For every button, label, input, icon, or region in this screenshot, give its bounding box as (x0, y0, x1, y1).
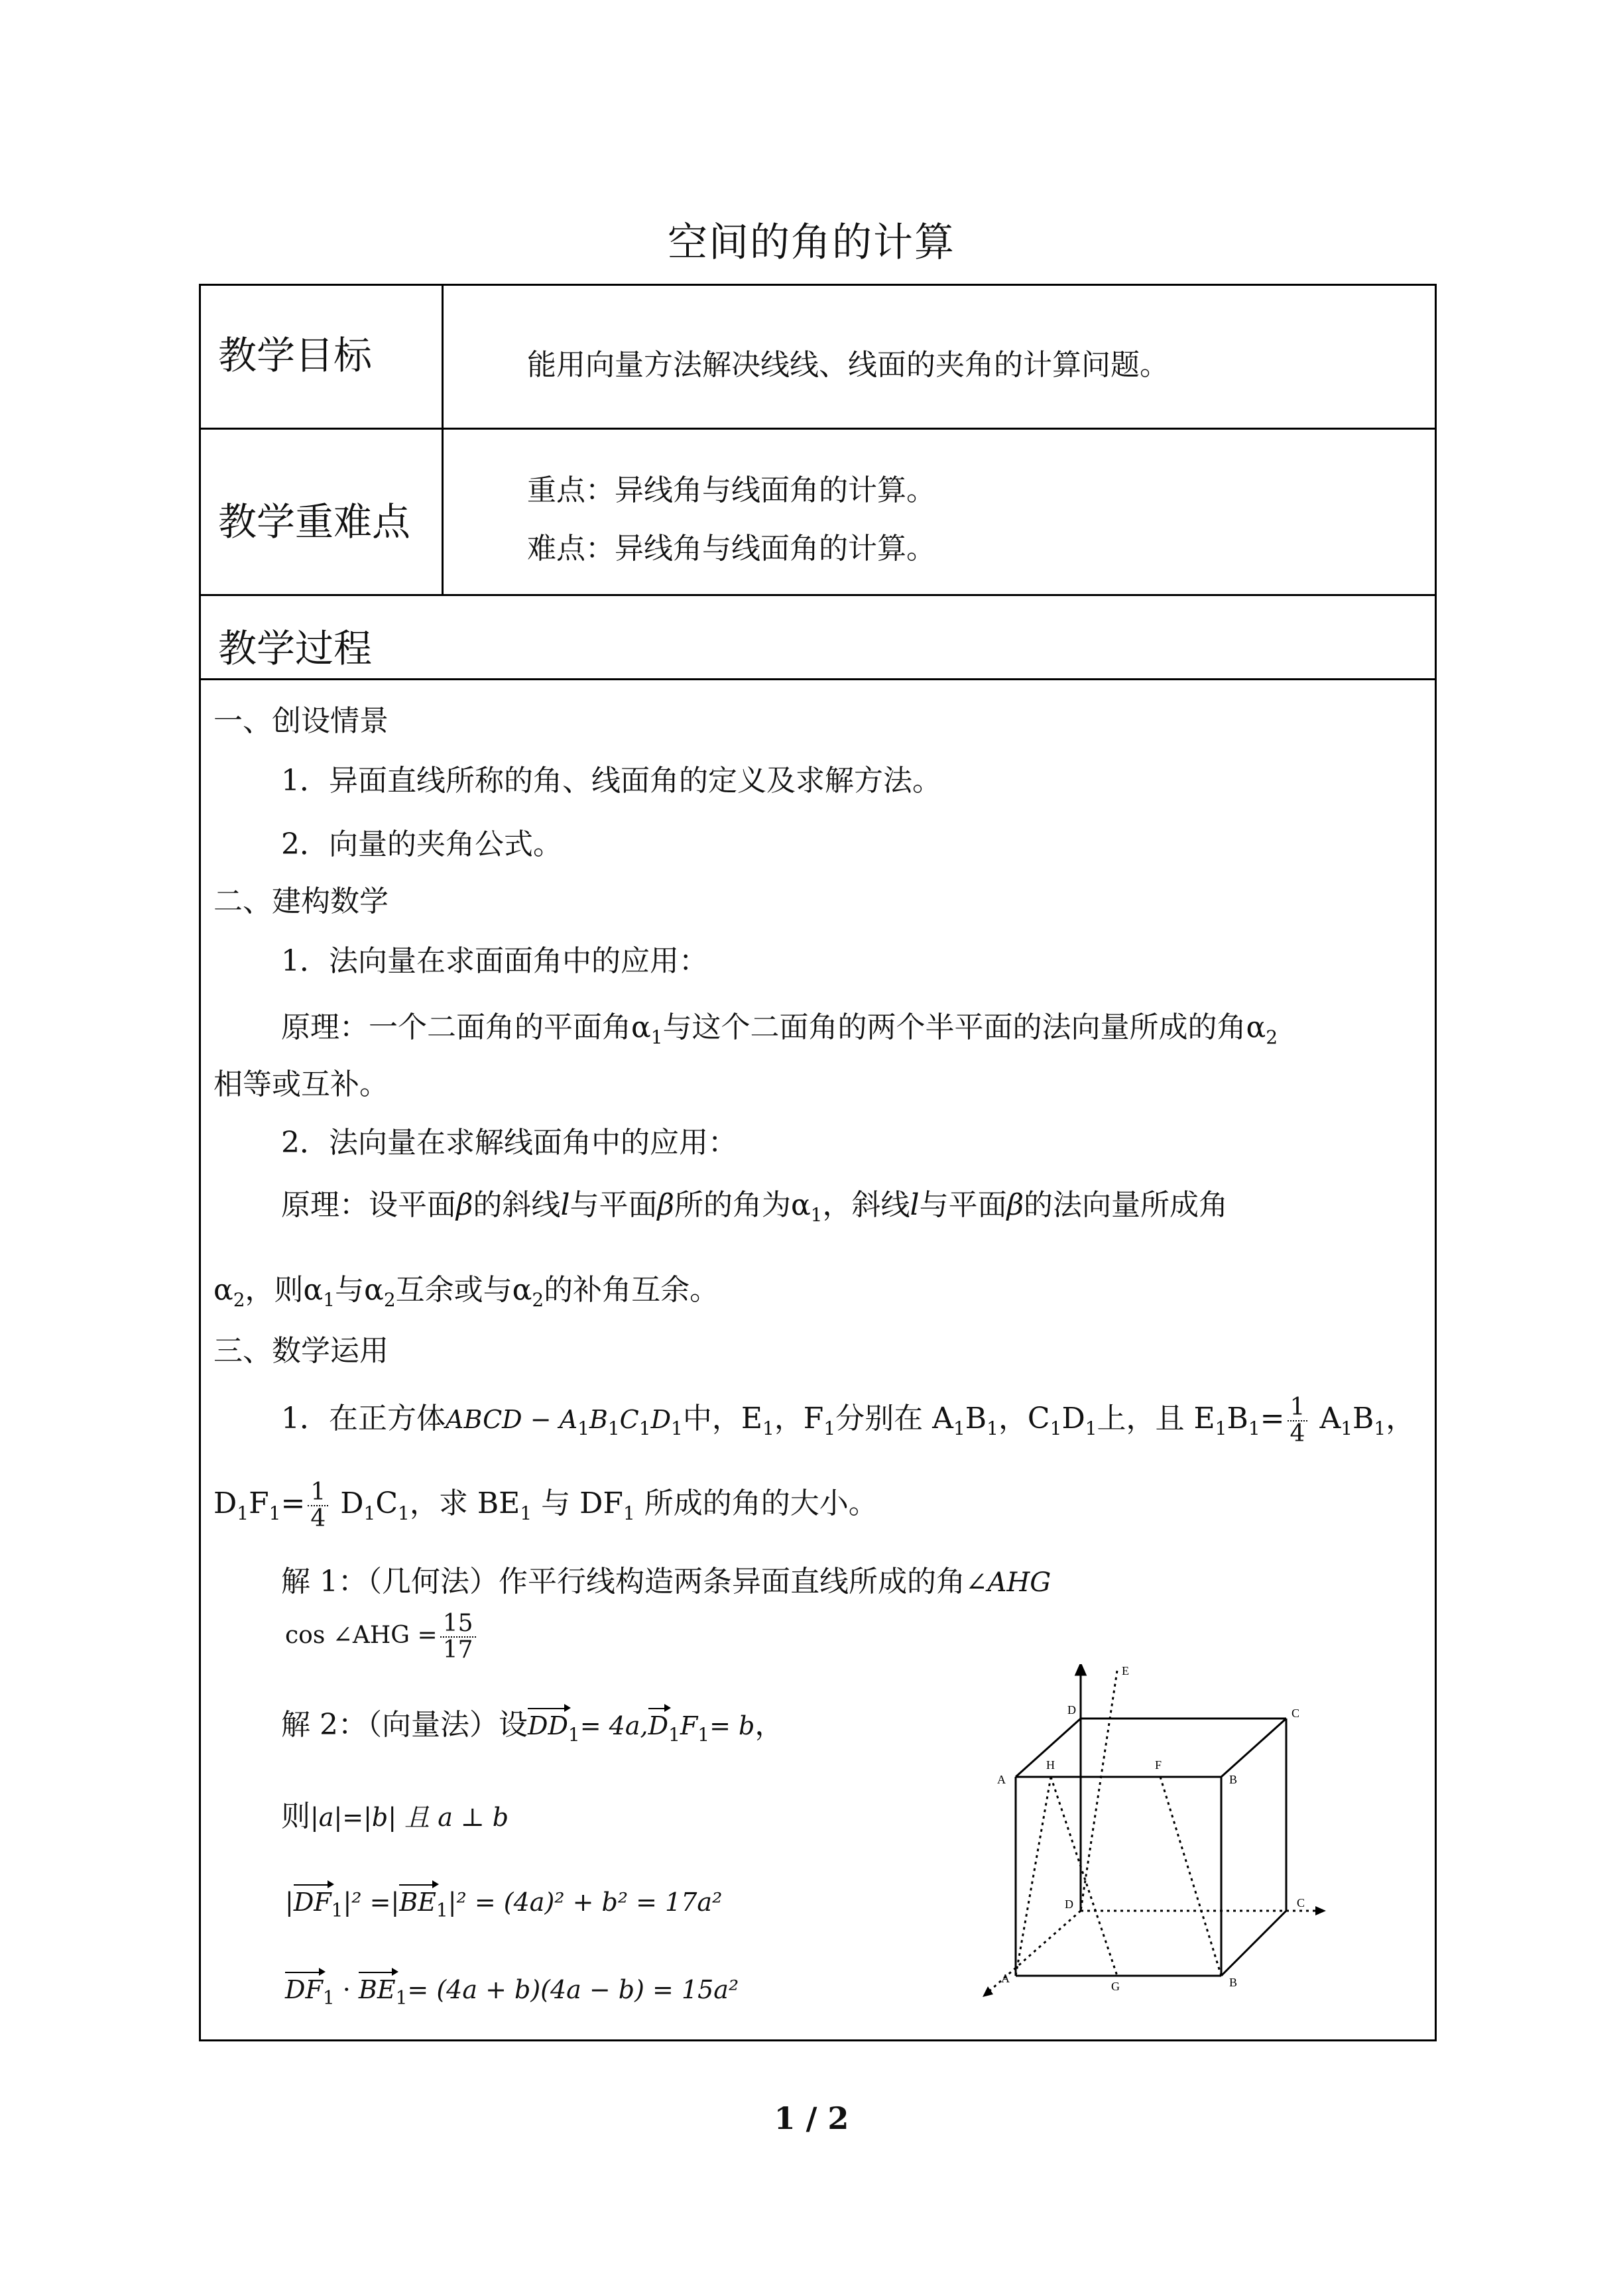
segment-be1 (1160, 1777, 1221, 1976)
process-label: 教学过程 (200, 595, 1436, 680)
difficult-point-text: 难点：异线角与线面角的计算。 (527, 532, 935, 566)
principle-1-line-2: 相等或互补。 (213, 1067, 389, 1101)
label-d1: D (1067, 1703, 1076, 1717)
label-g: G (1111, 1980, 1120, 1993)
keypoints-label: 教学重难点 (200, 429, 443, 595)
label-f: F (1155, 1758, 1162, 1772)
edge-top-right (1221, 1719, 1286, 1777)
example-line-1: 1．在正方体ABCD − $A_1B_1C_1D_1$中，$E_1$，$F_1$分别在 $A_1B_1$，$C_1D_1$上，且 $E_1B_1=$ $\frac{1}{4}$ $A_1B_1$， (281, 1393, 1415, 1447)
example-line-2: $D_1F_1=$ $\frac{1}{4}$ $D_1C_1$，求 $BE_1$ 与 $DF_1$ 所成的角的大小。 (213, 1478, 878, 1532)
page-title: 空间的角的计算 (668, 219, 955, 266)
segment-hg (1051, 1777, 1117, 1976)
item-1-2: 2．向量的夹角公式。 (281, 827, 562, 861)
page-number: 1 / 2 (774, 2100, 849, 2136)
section-2-heading: 二、建构数学 (213, 884, 389, 918)
label-b: B (1229, 1976, 1238, 1989)
keypoints-cell (443, 429, 1436, 595)
equation-dot: $DF_1 \cdot BE_1= (4a + b)(4a - b) = 15a^2$ (285, 1975, 739, 2009)
label-c1: C (1292, 1707, 1300, 1720)
label-e: E (1122, 1664, 1129, 1677)
label-a1: A (997, 1773, 1006, 1786)
segment-df1 (1081, 1671, 1117, 1911)
solution-1: 解 1：（几何法）作平行线构造两条异面直线所成的角∠AHG (281, 1565, 1052, 1599)
segment-ha (1016, 1777, 1051, 1976)
section-1-heading: 一、创设情景 (213, 704, 389, 738)
label-c: C (1297, 1896, 1305, 1909)
solution-2-condition: 则|a|=|b| 且 a ⊥ b (281, 1799, 509, 1833)
label-b1: B (1229, 1773, 1238, 1786)
goal-cell (443, 285, 1436, 429)
label-a: A (1001, 1972, 1010, 1985)
item-2-2: 2．法向量在求解线面角中的应用： (281, 1126, 737, 1160)
principle-2-line-1: 原理：设平面β的斜线l与平面β所的角为$\alpha_1$，斜线l与平面β的法向量所成角 (281, 1188, 1229, 1226)
fraction-15-17: $\frac{15}{17}$ (440, 1611, 476, 1663)
cube-figure (975, 1664, 1346, 2009)
principle-2-line-2: $\alpha_2$，则$\alpha_1$与$\alpha_2$互余或与$\alpha_2$的补角互余。 (213, 1273, 719, 1311)
y-axis-arrow (1315, 1906, 1326, 1915)
goal-text: 能用向量方法解决线线、线面的夹角的计算问题。 (527, 348, 1169, 382)
fraction-quarter-2: $\frac{1}{4}$ (308, 1480, 328, 1532)
label-d: D (1065, 1898, 1073, 1911)
edge-bottom-right (1221, 1911, 1286, 1976)
principle-1-line-1: 原理：一个二面角的平面角$\alpha_1$与这个二面角的两个半平面的法向量所成的角$\alpha_2$ (281, 1010, 1278, 1048)
z-axis-arrow (1076, 1664, 1085, 1675)
item-1-1: 1．异面直线所称的角、线面角的定义及求解方法。 (281, 764, 941, 798)
solution-2: 解 2：（向量法）设$DD_1= 4a,D_1F_1= b$， (281, 1708, 784, 1746)
x-axis-arrow (983, 1986, 993, 1997)
label-h: H (1046, 1758, 1055, 1772)
section-3-heading: 三、数学运用 (213, 1334, 389, 1368)
goal-label: 教学目标 (200, 285, 443, 429)
equation-norm: $|DF_1|^2 =|BE_1|^2 = (4a)^2 + b^2 = 17a^2$ (285, 1888, 723, 1921)
fraction-quarter: $\frac{1}{4}$ (1288, 1395, 1308, 1447)
key-point-text: 重点：异线角与线面角的计算。 (527, 473, 935, 507)
item-2-1: 1．法向量在求面面角中的应用： (281, 944, 708, 978)
cos-formula: cos ∠AHG = $\frac{15}{17}$ (285, 1611, 479, 1663)
